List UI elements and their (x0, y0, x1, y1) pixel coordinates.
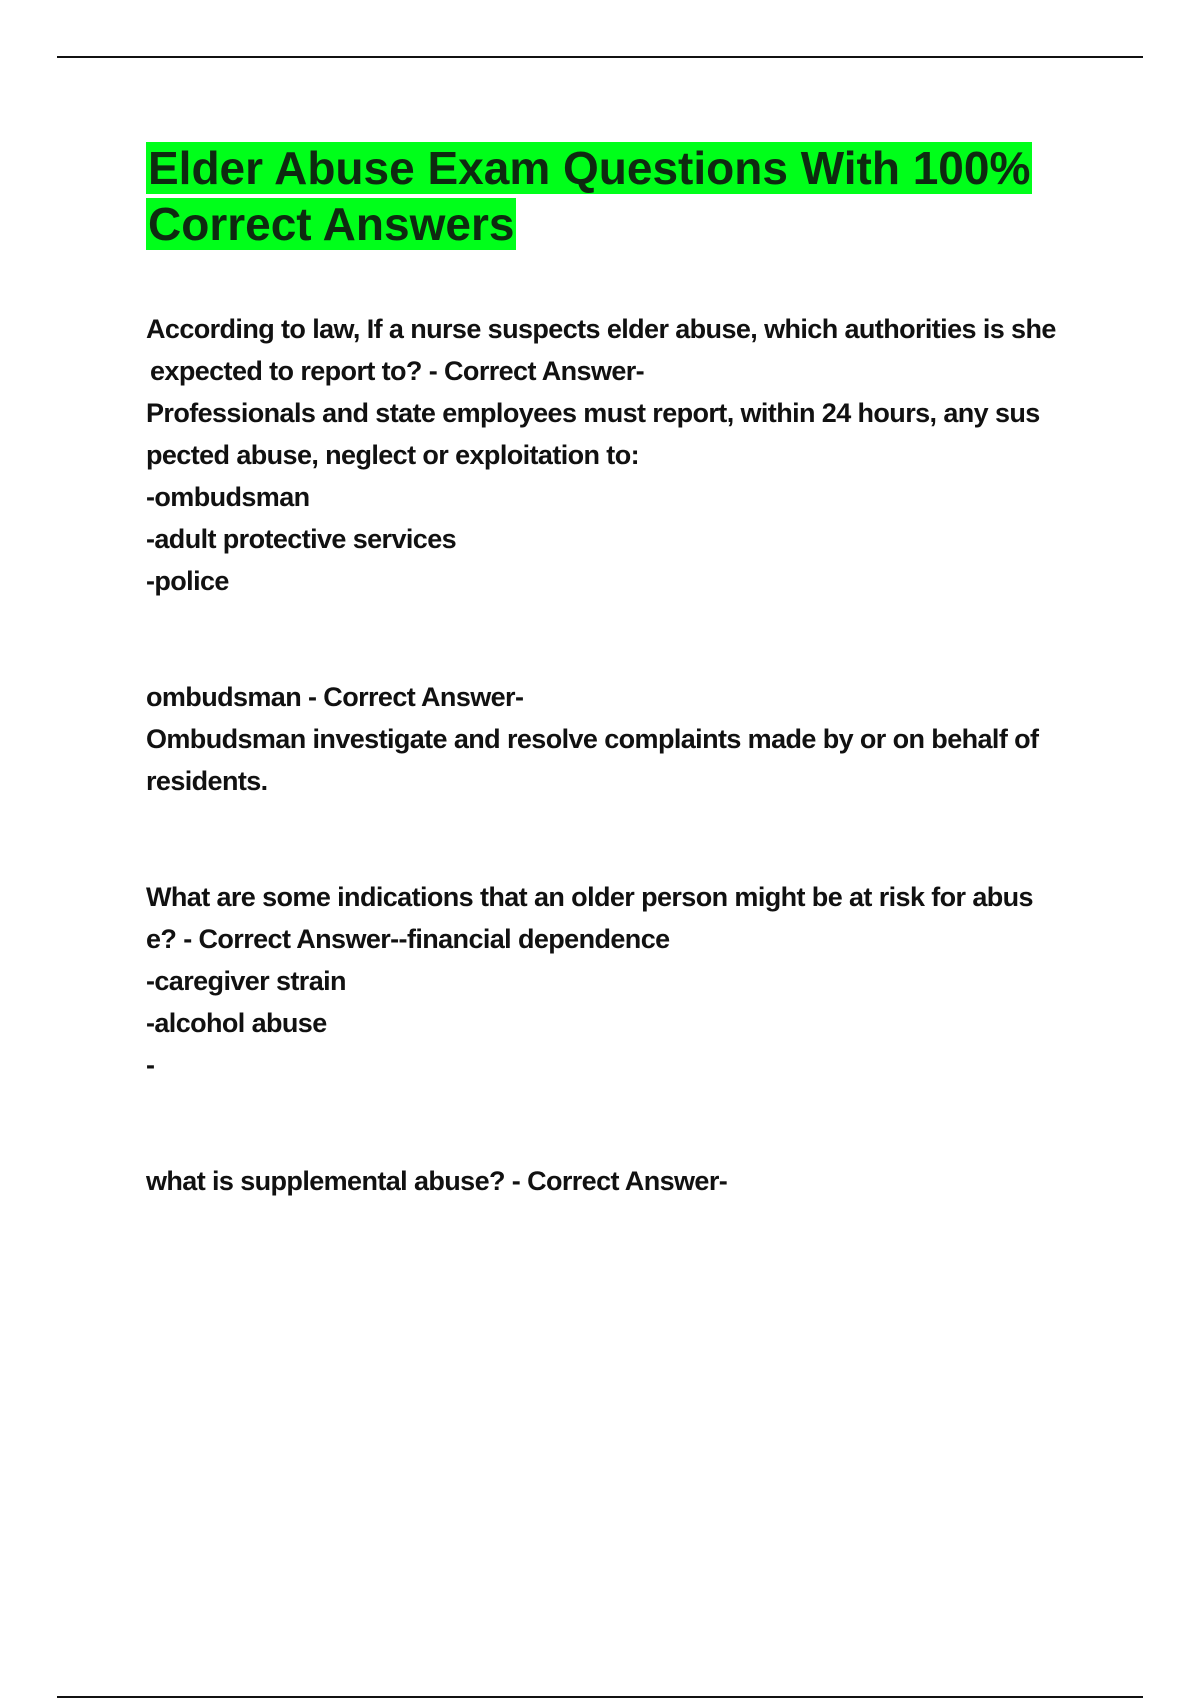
list-item: -alcohol abuse (146, 1008, 327, 1038)
qa-block-4 (146, 1160, 1096, 1202)
question-line: e? - Correct Answer--financial dependence (146, 924, 670, 954)
answer-line: pected abuse, neglect or exploitation to: (146, 440, 639, 470)
title-line-1: Elder Abuse Exam Questions With 100% (148, 142, 1031, 194)
qa-block-1 (146, 308, 1096, 602)
page-content (146, 140, 1096, 1202)
list-item: -police (146, 566, 229, 596)
qa-block-2 (146, 676, 1096, 802)
bottom-rule (57, 1696, 1143, 1698)
list-item: -adult protective services (146, 524, 457, 554)
document-title (146, 140, 1096, 252)
answer-line: Ombudsman investigate and resolve complaints made by or on behalf of (146, 724, 1039, 754)
question-line: expected to report to? - Correct Answer- (150, 356, 645, 386)
answer-line: Professionals and state employees must report, within 24 hours, any sus (146, 398, 1040, 428)
title-line-2: Correct Answers (148, 198, 515, 250)
list-item: - (146, 1050, 155, 1080)
answer-line: residents. (146, 766, 268, 796)
top-rule (57, 56, 1143, 58)
question-line: what is supplemental abuse? - Correct Answer- (146, 1166, 728, 1196)
question-line: According to law, If a nurse suspects elder abuse, which authorities is she (146, 314, 1056, 344)
question-line: What are some indications that an older person might be at risk for abus (146, 882, 1033, 912)
qa-block-3 (146, 876, 1096, 1086)
list-item: -caregiver strain (146, 966, 346, 996)
list-item: -ombudsman (146, 482, 310, 512)
question-line: ombudsman - Correct Answer- (146, 682, 524, 712)
